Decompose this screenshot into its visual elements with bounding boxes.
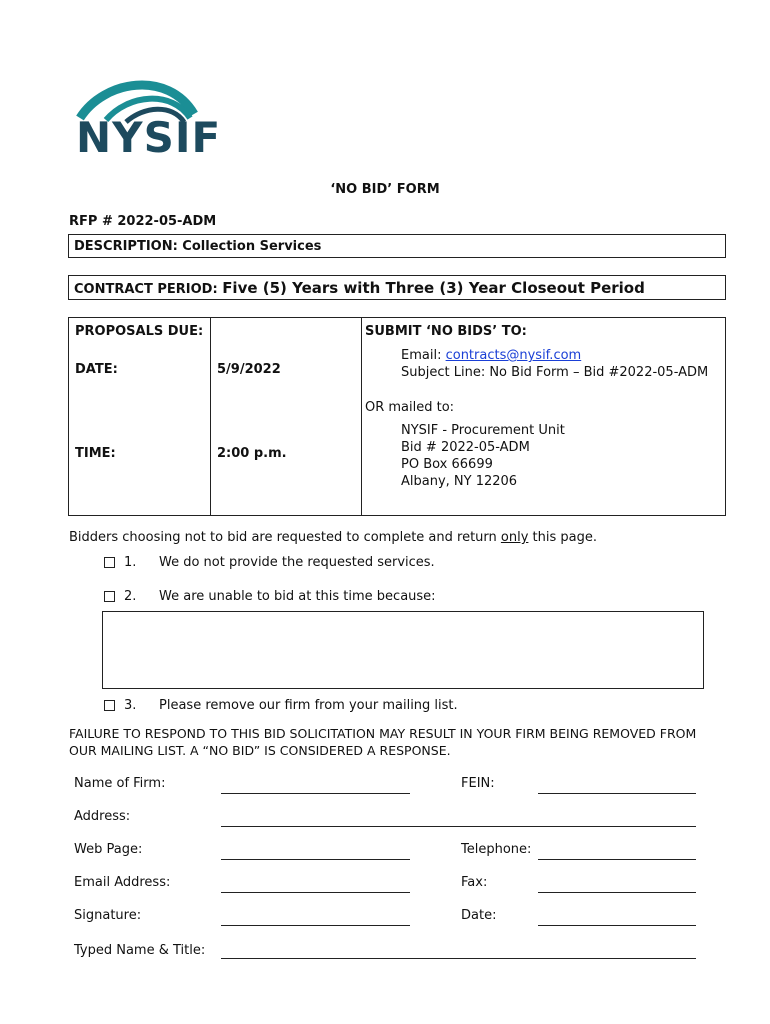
option-2-number: 2.: [124, 589, 137, 604]
option-2-text: We are unable to bid at this time because:: [159, 589, 436, 604]
description-text: DESCRIPTION: Collection Services: [74, 239, 322, 254]
web-page-label: Web Page:: [74, 842, 143, 857]
failure-notice-line-2: OUR MAILING LIST. A “NO BID” IS CONSIDERED A RESPONSE.: [69, 743, 451, 758]
contract-period-box: [68, 275, 726, 300]
rfp-number: RFP # 2022-05-ADM: [69, 214, 217, 229]
failure-notice-line-1: FAILURE TO RESPOND TO THIS BID SOLICITATION MAY RESULT IN YOUR FIRM BEING REMOVED FROM: [69, 726, 697, 741]
email-address-label: Email Address:: [74, 875, 171, 890]
date-label: DATE:: [75, 362, 118, 377]
option-1-text: We do not provide the requested services.: [159, 555, 435, 570]
date-field[interactable]: [538, 925, 696, 926]
signature-field[interactable]: [221, 925, 410, 926]
fein-label: FEIN:: [461, 776, 495, 791]
column-divider: [210, 318, 211, 515]
date-value: 5/9/2022: [217, 362, 281, 377]
address-line: Albany, NY 12206: [401, 474, 518, 489]
address-line: Bid # 2022-05-ADM: [401, 440, 530, 455]
logo-text: NYSIF: [76, 113, 222, 162]
web-page-field[interactable]: [221, 859, 410, 860]
instructions-after: this page.: [528, 530, 597, 545]
firm-name-field[interactable]: [221, 793, 410, 794]
address-field[interactable]: [221, 826, 696, 827]
nysif-logo: [76, 74, 238, 160]
option-1-checkbox[interactable]: [104, 557, 115, 568]
contract-period-value: Five (5) Years with Three (3) Year Closeout Period: [222, 279, 645, 297]
address-label: Address:: [74, 809, 131, 824]
typed-name-field[interactable]: [221, 958, 696, 959]
fein-field[interactable]: [538, 793, 696, 794]
telephone-field[interactable]: [538, 859, 696, 860]
time-label: TIME:: [75, 446, 116, 461]
submit-email-line: [401, 348, 581, 363]
signature-label: Signature:: [74, 908, 142, 923]
description-box: [68, 234, 726, 258]
typed-name-label: Typed Name & Title:: [74, 943, 206, 958]
option-3-text: Please remove our firm from your mailing list.: [159, 698, 458, 713]
proposals-due-label: PROPOSALS DUE:: [75, 324, 204, 339]
option-3-checkbox[interactable]: [104, 700, 115, 711]
subject-line: Subject Line: No Bid Form – Bid #2022-05-ADM: [401, 365, 709, 380]
column-divider: [361, 318, 362, 515]
telephone-label: Telephone:: [461, 842, 532, 857]
contract-period-label: CONTRACT PERIOD:: [74, 282, 218, 297]
reason-textarea[interactable]: [102, 611, 704, 689]
option-3-number: 3.: [124, 698, 137, 713]
instructions: [69, 530, 597, 545]
instructions-emphasis: only: [500, 530, 529, 545]
email-link[interactable]: contracts@nysif.com: [445, 348, 582, 363]
option-2-checkbox[interactable]: [104, 591, 115, 602]
form-title: ‘NO BID’ FORM: [330, 182, 440, 197]
option-1-number: 1.: [124, 555, 137, 570]
time-value: 2:00 p.m.: [217, 446, 287, 461]
address-line: NYSIF - Procurement Unit: [401, 423, 565, 438]
proposals-box: [68, 317, 726, 516]
submit-heading: SUBMIT ‘NO BIDS’ TO:: [365, 324, 527, 339]
instructions-before: Bidders choosing not to bid are requested to complete and return: [69, 530, 501, 545]
email-label: Email:: [401, 348, 446, 363]
fax-field[interactable]: [538, 892, 696, 893]
fax-label: Fax:: [461, 875, 488, 890]
mailed-label: OR mailed to:: [365, 400, 455, 415]
firm-name-label: Name of Firm:: [74, 776, 166, 791]
address-line: PO Box 66699: [401, 457, 493, 472]
contract-period-text: [74, 279, 645, 297]
email-address-field[interactable]: [221, 892, 410, 893]
date-field-label: Date:: [461, 908, 497, 923]
